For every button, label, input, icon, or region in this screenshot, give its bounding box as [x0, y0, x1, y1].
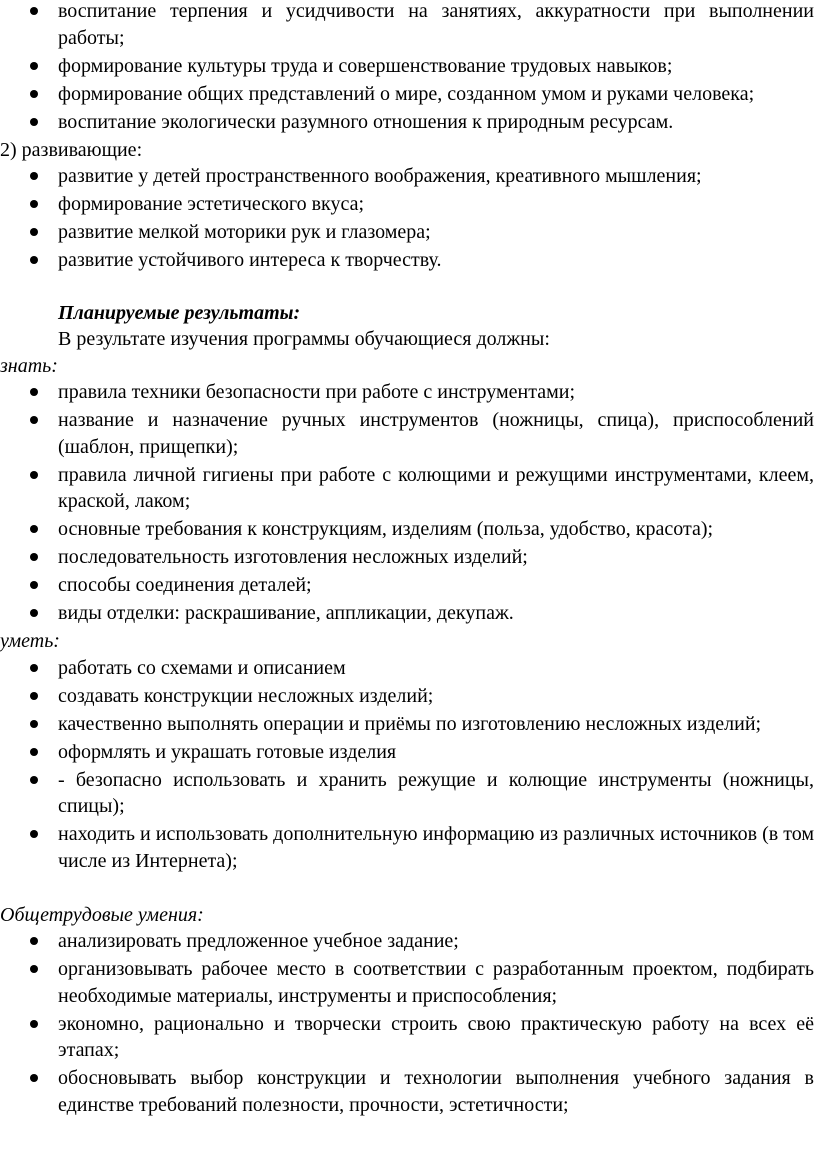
list-item: название и назначение ручных инструментов (ножницы, спица), приспособлений (шаблон, прищепки); — [0, 407, 814, 460]
developing-label: 2) развивающие: — [0, 138, 143, 161]
list-item: экономно, рационально и творчески строить свою практическую работу на всех её этапах; — [0, 1011, 814, 1064]
list-item: находить и использовать дополнительную информацию из различных источников (в том числе из Интернета); — [0, 821, 814, 874]
list-item: качественно выполнять операции и приёмы по изготовлению несложных изделий; — [0, 711, 814, 738]
list-item: воспитание экологически разумного отношения к природным ресурсам. — [0, 109, 814, 136]
list-item: анализировать предложенное учебное задание; — [0, 928, 814, 955]
general-skills-label: Общетрудовые умения: — [0, 903, 204, 926]
list-item: правила личной гигиены при работе с колющими и режущими инструментами, клеем, краской, лаком; — [0, 462, 814, 515]
general-skills-list — [0, 928, 814, 1118]
can-list — [0, 655, 814, 875]
list-item: формирование общих представлений о мире, созданном умом и руками человека; — [0, 81, 814, 108]
list-item: развитие мелкой моторики рук и глазомера; — [0, 219, 814, 246]
list-item: развитие устойчивого интереса к творчеству. — [0, 247, 814, 274]
list-item: основные требования к конструкциям, изделиям (польза, удобство, красота); — [0, 516, 814, 543]
list-item: последовательность изготовления несложных изделий; — [0, 544, 814, 571]
list-item: развитие у детей пространственного воображения, креативного мышления; — [0, 163, 814, 190]
can-label: уметь: — [0, 630, 60, 652]
list-item: обосновывать выбор конструкции и технологии выполнения учебного задания в единстве требований полезности, прочности, эстетичности; — [0, 1065, 814, 1118]
list-item: формирование эстетического вкуса; — [0, 191, 814, 218]
blank-line — [0, 876, 814, 902]
list-item: формирование культуры труда и совершенствование трудовых навыков; — [0, 53, 814, 80]
list-item: работать со схемами и описанием — [0, 655, 814, 682]
results-intro: В результате изучения программы обучающиеся должны: — [58, 328, 550, 350]
educational-goals-list — [0, 0, 814, 135]
know-list — [0, 379, 814, 627]
list-item: способы соединения деталей; — [0, 572, 814, 599]
list-item: оформлять и украшать готовые изделия — [0, 739, 814, 766]
list-item: воспитание терпения и усидчивости на занятиях, аккуратности при выполнении работы; — [0, 0, 814, 51]
results-heading: Планируемые результаты: — [58, 301, 301, 324]
list-item: создавать конструкции несложных изделий; — [0, 683, 814, 710]
list-item: виды отделки: раскрашивание, аппликации, декупаж. — [0, 600, 814, 627]
developing-goals-list — [0, 163, 814, 274]
list-item: - безопасно использовать и хранить режущие и колющие инструменты (ножницы, спицы); — [0, 767, 814, 820]
know-label: знать: — [0, 354, 58, 377]
list-item: правила техники безопасности при работе с инструментами; — [0, 379, 814, 406]
list-item: организовывать рабочее место в соответствии с разработанным проектом, подбирать необходимые материалы, инструменты и приспособления; — [0, 956, 814, 1009]
